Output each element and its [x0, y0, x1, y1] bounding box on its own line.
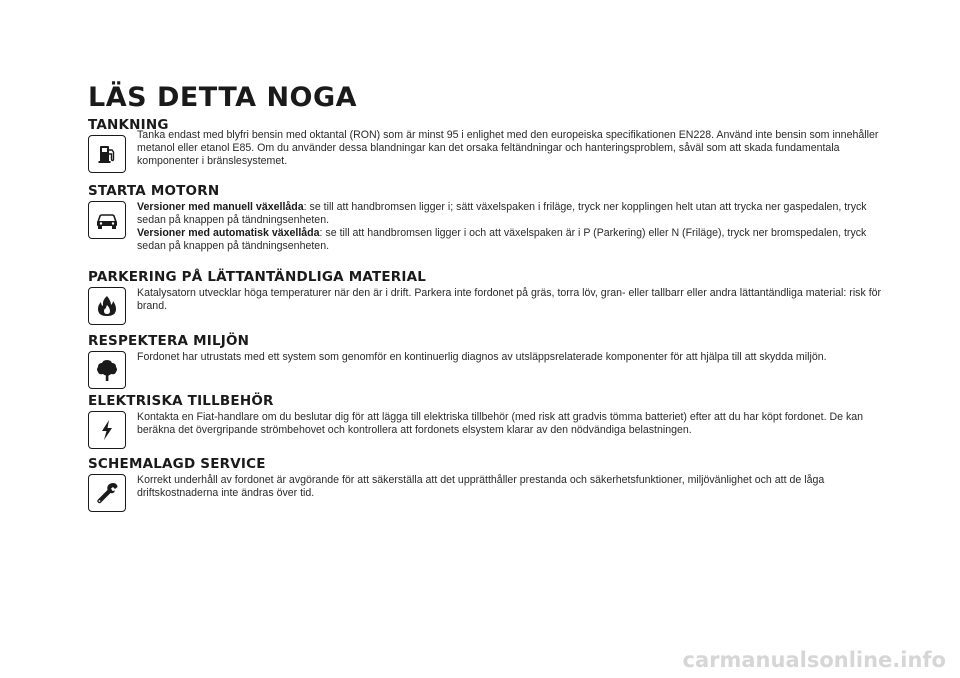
- watermark: carmanualsonline.info: [682, 648, 946, 672]
- auto-label: Versioner med automatisk växellåda: [137, 227, 320, 239]
- section-heading: RESPEKTERA MILJÖN: [88, 333, 250, 349]
- section-heading: SCHEMALAGD SERVICE: [88, 456, 266, 472]
- section-text: Tanka endast med blyfri bensin med oktantal (RON) som är minst 95 i enlighet med den europeiska specifikationen EN228. Använd inte bensin som innehåller metanol eller etanol E85. Om du använder dessa blandningar kan det orsaka feltändningar och hanteringsproblem, såväl som att skada fundamentala komponenter i bränslesystemet.: [137, 129, 879, 167]
- section-respektera-miljon: [88, 333, 888, 389]
- page-title: LÄS DETTA NOGA: [88, 82, 358, 113]
- section-schemalagd-service: [88, 456, 888, 512]
- tree-icon: [88, 351, 126, 389]
- section-parkering: [88, 269, 888, 325]
- section-tankning: [88, 117, 888, 173]
- auto-paragraph: [137, 227, 888, 253]
- section-starta-motorn: [88, 183, 888, 253]
- section-heading: ELEKTRISKA TILLBEHÖR: [88, 393, 274, 409]
- section-heading: TANKNING: [88, 117, 169, 133]
- fire-icon: [88, 287, 126, 325]
- section-text: Korrekt underhåll av fordonet är avgörande för att säkerställa att det upprätthåller prestanda och säkerhetsfunktioner, miljövänlighet och att de låga driftskostnaderna inte ändras över tid.: [137, 474, 825, 499]
- section-text: Fordonet har utrustats med ett system som genomför en kontinuerlig diagnos av utsläppsrelaterade komponenter för att hjälpa till att skydda miljön.: [137, 351, 827, 363]
- section-elektriska-tillbehor: [88, 393, 888, 449]
- lightning-icon: [88, 411, 126, 449]
- manual-paragraph: [137, 201, 888, 227]
- section-heading: STARTA MOTORN: [88, 183, 220, 199]
- section-heading: PARKERING PÅ LÄTTANTÄNDLIGA MATERIAL: [88, 269, 427, 285]
- manual-label: Versioner med manuell växellåda: [137, 201, 304, 213]
- wrench-icon: [88, 474, 126, 512]
- section-text: Katalysatorn utvecklar höga temperaturer när den är i drift. Parkera inte fordonet på gräs, torra löv, gran- eller tallbarr eller andra lättantändliga material: risk för brand.: [137, 287, 882, 312]
- section-text: [137, 201, 888, 253]
- manual-text: : se till att handbromsen ligger i; sätt växelspaken i friläge, tryck ner kopplingen helt utan att trycka ner gaspedalen, tryck sedan på knappen på tändningsenheten.: [137, 201, 867, 226]
- car-icon: [88, 201, 126, 239]
- section-text: Kontakta en Fiat-handlare om du beslutar dig för att lägga till elektriska tillbehör (med risk att gradvis tömma batteriet) efter att du har köpt fordonet. De kan beräkna det övergripande strömbehovet och kontrollera att fordonets elsystem klarar av den nödvändiga belastningen.: [137, 411, 864, 436]
- fuel-pump-icon: [88, 135, 126, 173]
- auto-text: : se till att handbromsen ligger i och att växelspaken är i P (Parkering) eller N (Friläge), tryck ner bromspedalen, tryck sedan på knappen på tändningsenheten.: [137, 227, 867, 252]
